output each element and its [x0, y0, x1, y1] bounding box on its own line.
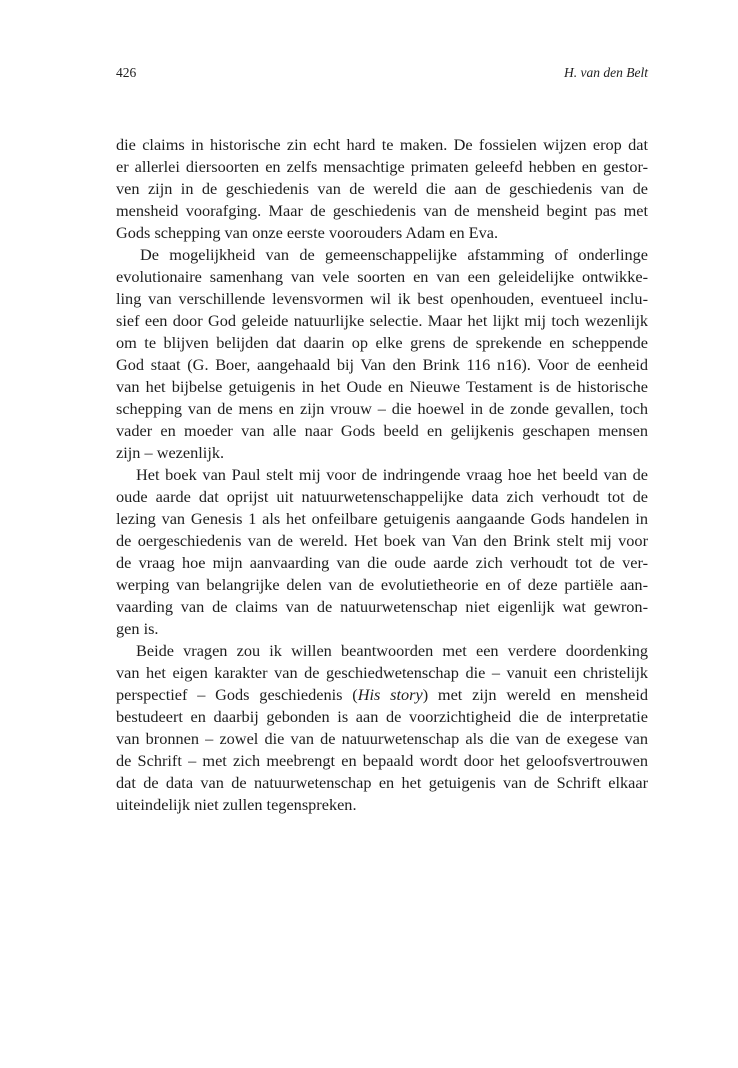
paragraph: [116, 244, 648, 464]
text-line: de vraag hoe mijn aanvaarding van die oude aarde zich verhoudt tot de ver-: [116, 553, 648, 572]
page-number: 426: [116, 65, 137, 80]
text-line: schepping van de mens en zijn vrouw – die hoewel in de zonde gevallen, toch: [116, 399, 648, 418]
text-segment: ) met zijn wereld en mensheid: [422, 685, 648, 704]
text-line: oude aarde dat oprijst uit natuurwetenschappelijke data zich verhoudt tot de: [116, 487, 648, 506]
text-line: evolutionaire samenhang van vele soorten en van een geleidelijke ontwikke-: [116, 267, 648, 286]
text-line: sief een door God geleide natuurlijke selectie. Maar het lijkt mij toch wezenlijk: [116, 311, 648, 330]
text-line: lezing van Genesis 1 als het onfeilbare getuigenis aangaande Gods handelen in: [116, 509, 648, 528]
italic-term: His story: [357, 685, 423, 704]
page-header: [116, 65, 648, 85]
paragraph: [116, 464, 648, 640]
text-line: die claims in historische zin echt hard te maken. De fossielen wijzen erop dat: [116, 135, 648, 154]
text-line: zijn – wezenlijk.: [116, 443, 225, 462]
paragraph: [116, 134, 648, 244]
text-line: werping van belangrijke delen van de evolutietheorie en of deze partiële aan-: [116, 575, 648, 594]
text-line: bestudeert en daarbij gebonden is aan de voorzichtigheid die de interpretatie: [116, 707, 648, 726]
text-line: om te blijven belijden dat daarin op elke grens de sprekende en scheppende: [116, 333, 648, 352]
text-line: Beide vragen zou ik willen beantwoorden met een verdere doordenking: [136, 641, 648, 660]
text-line: vader en moeder van alle naar Gods beeld en gelijkenis geschapen mensen: [116, 421, 648, 440]
text-line: gen is.: [116, 619, 159, 638]
text-line: de Schrift – met zich meebrengt en bepaald wordt door het geloofsvertrouwen: [116, 751, 648, 770]
text-line: van het eigen karakter van de geschiedwetenschap die – vanuit een christelijk: [116, 663, 648, 682]
text-line-with-italic: [116, 684, 648, 706]
text-line: uiteindelijk niet zullen tegenspreken.: [116, 795, 357, 814]
text-line: er allerlei diersoorten en zelfs mensachtige primaten geleefd hebben en gestor-: [116, 157, 648, 176]
text-line: God staat (G. Boer, aangehaald bij Van den Brink 116 n16). Voor de eenheid: [116, 355, 648, 374]
text-line: dat de data van de natuurwetenschap en het getuigenis van de Schrift elkaar: [116, 773, 648, 792]
text-line: van het bijbelse getuigenis in het Oude en Nieuwe Testament is de historische: [116, 377, 648, 396]
text-line: De mogelijkheid van de gemeenschappelijke afstamming of onderlinge: [140, 245, 648, 264]
text-line: vaarding van de claims van de natuurwetenschap niet eigenlijk wat gewron-: [116, 597, 648, 616]
text-line: van bronnen – zowel die van de natuurwetenschap als die van de exegese van: [116, 729, 648, 748]
text-line: de oergeschiedenis van de wereld. Het boek van Van den Brink stelt mij voor: [116, 531, 648, 550]
text-line: mensheid voorafging. Maar de geschiedenis van de mensheid begint pas met: [116, 201, 648, 220]
text-line: ling van verschillende levensvormen wil ik best openhouden, eventueel inclu-: [116, 289, 648, 308]
text-line: Het boek van Paul stelt mij voor de indringende vraag hoe het beeld van de: [136, 465, 648, 484]
running-head: H. van den Belt: [564, 65, 648, 80]
text-line: Gods schepping van onze eerste voorouders Adam en Eva.: [116, 223, 499, 242]
text-line: ven zijn in de geschiedenis van de wereld die aan de geschiedenis van de: [116, 179, 648, 198]
text-segment: perspectief – Gods geschiedenis (: [116, 685, 358, 704]
paragraph: [116, 640, 648, 816]
body-text: [116, 134, 648, 816]
